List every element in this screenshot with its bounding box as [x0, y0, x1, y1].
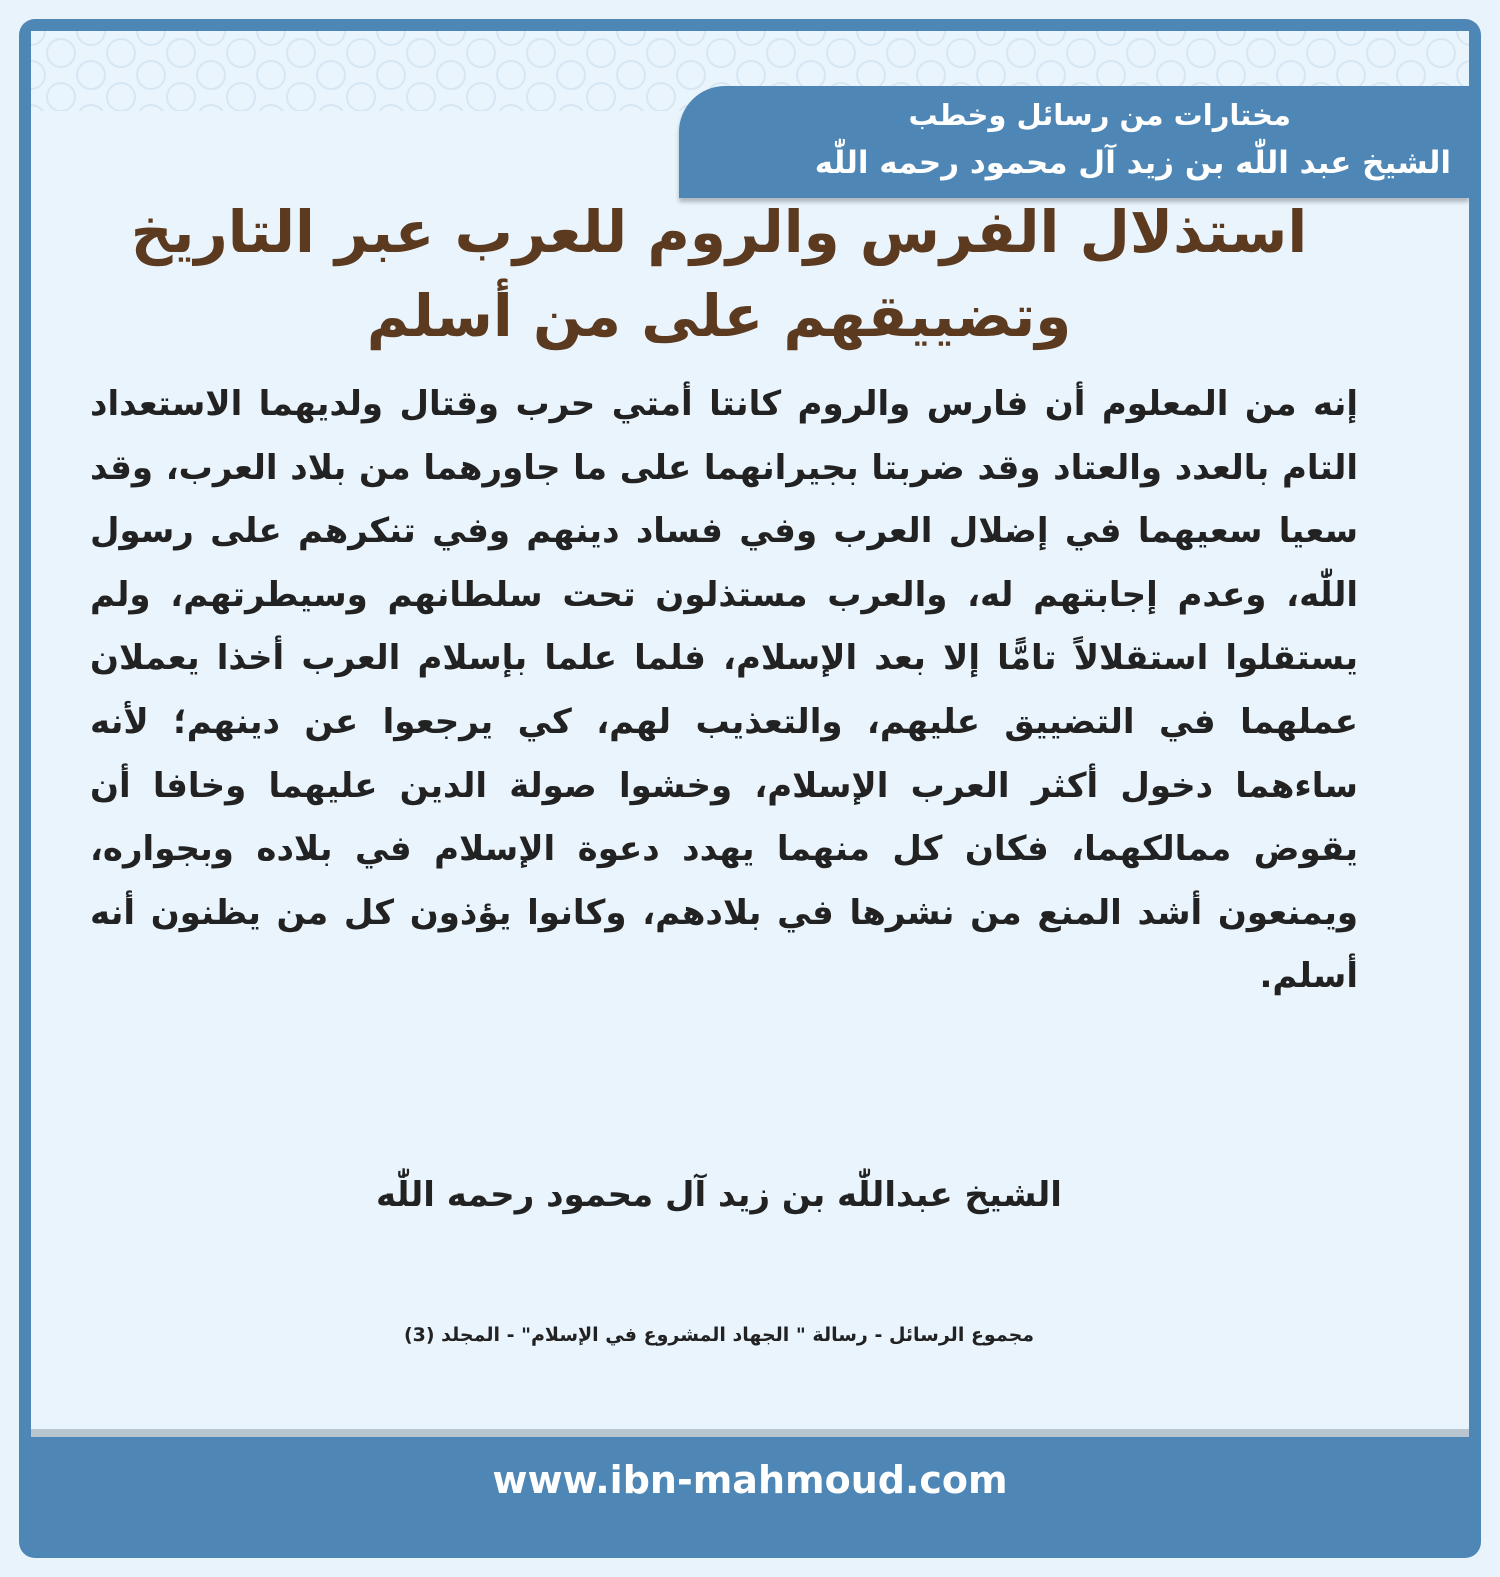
- article-body: إنه من المعلوم أن فارس والروم كانتا أمتي حرب وقتال ولديهما الاستعداد التام بالعدد والعتاد وقد ضربتا بجيرانهما على ما جاورهما من بلاد العرب، وقد سعيا سعيهما في إضلال العرب وفي فساد دينهم وفي تنكرهم على رسول اللّٰه، وعدم إجابتهم له، والعرب مستذلون تحت سلطانهم وسيطرتهم، ولم يستقلوا استقلالاً تامًّا إلا بعد الإسلام، فلما علما بإسلام العرب أخذا يعملان عملهما في التضييق عليهم، والتعذيب لهم، كي يرجعوا عن دينهم؛ لأنه ساءهما دخول أكثر العرب الإسلام، وخشوا صولة الدين عليهما وخافا أن يقوض ممالكهما، فكان كل منهما يهدد دعوة الإسلام في بلاده وبجواره، ويمنعون أشد المنع من نشرها في بلادهم، وكانوا يؤذون كل من يظنون أنه أسلم.: [90, 384, 1358, 997]
- source-citation: مجموع الرسائل - رسالة " الجهاد المشروع في الإسلام" - المجلد (3): [403, 1324, 1035, 1346]
- footer-divider: [31, 1429, 1469, 1437]
- website-link[interactable]: www.ibn-mahmoud.com: [492, 1458, 1008, 1502]
- author-signature: الشيخ عبداللّٰه بن زيد آل محمود رحمه اللّٰه: [376, 1175, 1062, 1215]
- article-title: [60, 190, 1378, 358]
- header-subtitle: مختارات من رسائل وخطب: [908, 98, 1291, 132]
- header-author: الشيخ عبد اللّٰه بن زيد آل محمود رحمه اللّٰه: [814, 145, 1451, 181]
- title-line-2: وتضييقهم على من أسلم: [366, 282, 1072, 350]
- header-banner: [679, 86, 1469, 198]
- title-line-1: استذلال الفرس والروم للعرب عبر التاريخ: [130, 198, 1308, 266]
